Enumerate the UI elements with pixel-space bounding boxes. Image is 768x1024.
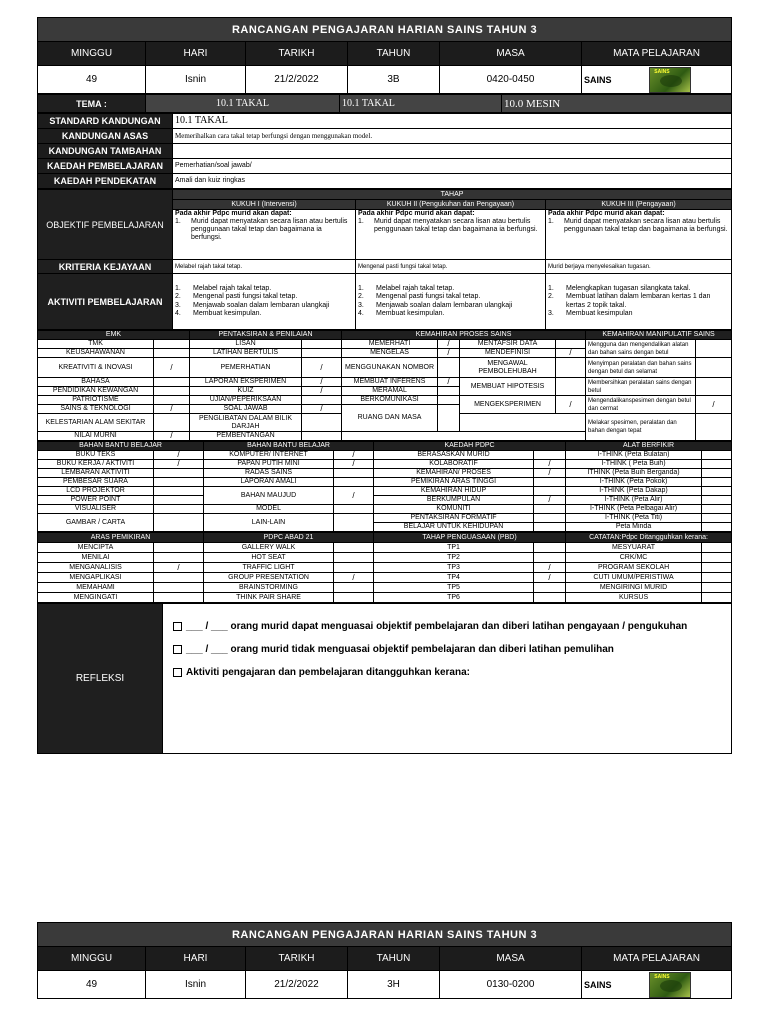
pentaksiran-item: LATIHAN BERTULIS <box>190 349 302 358</box>
abad21-item: TRAFFIC LIGHT <box>204 563 334 573</box>
kms-item: Menyimpan peralatan dan bahan sains dengan betul dan selamat <box>586 358 696 378</box>
tick-mark: / <box>334 573 374 583</box>
abad21-item: GROUP PRESENTATION <box>204 573 334 583</box>
kps-item: MERAMAL <box>342 387 438 396</box>
objektif-number: 1. <box>358 218 364 225</box>
bbb-item: BUKU TEKS <box>38 451 154 460</box>
value-masa: 0130-0200 <box>440 971 582 999</box>
kps-item: MENTAFSIR DATA <box>460 340 556 349</box>
kps-item: RUANG DAN MASA <box>342 405 438 432</box>
value-hari: Isnin <box>146 971 246 999</box>
aras-item: MENILAI <box>38 553 154 563</box>
tick-mark: / <box>334 487 374 505</box>
pentaksiran-item: PEMBENTANGAN <box>190 432 302 441</box>
bbb-item: GAMBAR / CARTA <box>38 514 154 532</box>
kms-item: Mengendalikanspesimen dengan betul dan cermat <box>586 396 696 414</box>
abad21-item: BRAINSTORMING <box>204 583 334 593</box>
pentaksiran-item: LAPORAN EKSPERIMEN <box>190 378 302 387</box>
kriteria-kukuh-1: Melabel rajah takal tetap. <box>173 260 356 274</box>
alat-item: I-THINK (Peta Pokok) <box>566 478 702 487</box>
kukuh-1-header: KUKUH I (Intervensi) <box>173 200 356 210</box>
value-mata-pelajaran: SAINS <box>584 74 612 85</box>
kaedah-item: BERASASKAN MURID <box>374 451 534 460</box>
header-minggu: MINGGU <box>38 42 146 66</box>
kriteria-kukuh-3: Murid berjaya menyelesaikan tugasan. <box>546 260 732 274</box>
emk-header: EMK <box>38 331 190 340</box>
emk-item: TMK <box>38 340 154 349</box>
aras-item: MENGINGATI <box>38 593 154 603</box>
tp-item: TP1 <box>374 543 534 553</box>
pentaksiran-header: PENTAKSIRAN & PENILAIAN <box>190 331 342 340</box>
kaedah-item: PENTAKSIRAN FORMATIF <box>374 514 534 523</box>
bbb-item: MODEL <box>204 505 334 514</box>
checkbox-1[interactable] <box>173 622 182 631</box>
tick-mark: / <box>154 460 204 469</box>
value-subject-cell <box>582 971 732 999</box>
alat-item: Peta Minda <box>566 523 702 532</box>
objektif-kukuh-3 <box>546 210 732 260</box>
tick-mark: / <box>534 563 566 573</box>
bbb-item: BAHAN MAUJUD <box>204 487 334 505</box>
kaedah-pdpc-header: KAEDAH PDPC <box>374 442 566 451</box>
aras-item: MENCIPTA <box>38 543 154 553</box>
alat-item: I-THINK (Peta Dakap) <box>566 487 702 496</box>
tick-mark: / <box>302 358 342 378</box>
header-hari: HARI <box>146 947 246 971</box>
emk-item: KELESTARIAN ALAM SEKITAR <box>38 414 154 432</box>
tick-mark: / <box>534 469 566 478</box>
tick-mark: / <box>556 349 586 358</box>
refleksi-text-3: Aktiviti pengajaran dan pembelajaran ditangguhkan kerana: <box>186 666 470 678</box>
plan-title: RANCANGAN PENGAJARAN HARIAN SAINS TAHUN 3 <box>38 18 732 42</box>
aktiviti-label: AKTIVITI PEMBELAJARAN <box>38 274 173 330</box>
kaedah-item: KEMAHIRAN/ PROSES <box>374 469 534 478</box>
abad21-item: HOT SEAT <box>204 553 334 563</box>
refleksi-text-2: ___ / ___ orang murid tidak menguasai objektif pembelajaran dan diberi latihan pemulihan <box>186 643 614 655</box>
catatan-item: MENGIRINGI MURID <box>566 583 702 593</box>
tick-mark: / <box>154 405 190 414</box>
objektif-number: 1. <box>175 218 181 225</box>
refleksi-text-1: ___ / ___ orang murid dapat menguasai objektif pembelajaran dan diberi latihan pengayaan / pengukuhan <box>186 620 688 632</box>
tick-mark: / <box>154 451 204 460</box>
objektif-table <box>37 189 732 330</box>
alat-item: ITHINK (Peta Buih Berganda) <box>566 469 702 478</box>
emk-item: NILAI MURNI <box>38 432 154 441</box>
kaedah-pendekatan-value: Amali dan kuiz ringkas <box>173 174 732 189</box>
kps-item: MEMBUAT HIPOTESIS <box>460 378 556 396</box>
pentaksiran-item: UJIAN/PEPERIKSAAN <box>190 396 302 405</box>
kaedah-item: PEMIKIRAN ARAS TINGGI <box>374 478 534 487</box>
catatan-item: KURSUS <box>566 593 702 603</box>
lesson-plan-1 <box>37 17 731 754</box>
tick-mark: / <box>534 573 566 583</box>
refleksi-table <box>37 603 732 754</box>
bbb-item: LAPORAN AMALI <box>204 478 334 487</box>
tp-header: TAHAP PENGUASAAN (PBD) <box>374 533 566 543</box>
alat-item: I-THINK (Peta Bulatan) <box>566 451 702 460</box>
objektif-intro: Pada akhir Pdpc murid akan dapat: <box>358 210 475 217</box>
refleksi-content <box>163 604 732 754</box>
kps-item: MENGAWAL PEMBOLEHUBAH <box>460 358 556 378</box>
tahap-label: TAHAP <box>173 190 732 200</box>
tick-mark: / <box>302 405 342 414</box>
header-hari: HARI <box>146 42 246 66</box>
objektif-text: Murid dapat menyatakan secara lisan atau bertulis penggunaan takal tetap dan bagaimana ia berfungsi. <box>374 218 538 233</box>
pentaksiran-item: SOAL JAWAB <box>190 405 302 414</box>
kms-item: Mengguna dan mengendalikan alatan dan bahan sains dengan betul <box>586 340 696 358</box>
content-table <box>37 113 732 189</box>
objektif-kukuh-1 <box>173 210 356 260</box>
tp-item: TP5 <box>374 583 534 593</box>
kps-item: MEMERHATI <box>342 340 438 349</box>
bbb-header-2: BAHAN BANTU BELAJAR <box>204 442 374 451</box>
kaedah-item: KEMAHIRAN HIDUP <box>374 487 534 496</box>
header-tarikh: TARIKH <box>246 42 348 66</box>
kaedah-item: BERKUMPULAN <box>374 496 534 505</box>
tp-item: TP3 <box>374 563 534 573</box>
bbb-item: POWER POINT <box>38 496 154 505</box>
emk-table <box>37 330 732 441</box>
lesson-plan-2 <box>37 922 731 999</box>
value-tarikh: 21/2/2022 <box>246 971 348 999</box>
kms-header: KEMAHIRAN MANIPULATIF SAINS <box>586 331 732 340</box>
header-tahun: TAHUN <box>348 42 440 66</box>
tick-mark: / <box>154 358 190 378</box>
plan2-header-table <box>37 922 732 999</box>
emk-item: KEUSAHAWANAN <box>38 349 154 358</box>
abad21-item: GALLERY WALK <box>204 543 334 553</box>
bbb-item: RADAS SAINS <box>204 469 334 478</box>
value-minggu: 49 <box>38 971 146 999</box>
tema-value-2: 10.1 TAKAL <box>340 95 502 113</box>
tema-label: TEMA : <box>38 95 146 113</box>
alat-item: I-THINK (Peta Pelbagai Alir) <box>566 505 702 514</box>
aktiviti-kukuh-1: 1. Melabel rajah takal tetap. 2. Mengenal pasti fungsi takal tetap. 3. Menjawab soalan dalam lembaran ulangkaji 4. Membuat kesimpulan. <box>173 274 356 330</box>
tick-mark: / <box>534 496 566 505</box>
sains-logo-image <box>649 67 691 93</box>
value-mata-pelajaran: SAINS <box>584 979 612 990</box>
kukuh-2-header: KUKUH II (Pengukuhan dan Pengayaan) <box>356 200 546 210</box>
alat-item: I-THINK (Peta Titi) <box>566 514 702 523</box>
kaedah-item: BELAJAR UNTUK KEHIDUPAN <box>374 523 534 532</box>
alat-item: I-THINK ( Peta Buih) <box>566 460 702 469</box>
value-tarikh: 21/2/2022 <box>246 66 348 94</box>
refleksi-line-2 <box>173 645 729 654</box>
value-subject-cell <box>582 66 732 94</box>
header-masa: MASA <box>440 947 582 971</box>
tick-mark: / <box>154 563 204 573</box>
kaedah-item: KOMUNITI <box>374 505 534 514</box>
checkbox-3[interactable] <box>173 668 182 677</box>
tick-mark: / <box>334 451 374 460</box>
header-minggu: MINGGU <box>38 947 146 971</box>
tp-item: TP2 <box>374 553 534 563</box>
bbb-item: BUKU KERJA / AKTIVITI <box>38 460 154 469</box>
objektif-number: 1. <box>548 218 554 225</box>
value-minggu: 49 <box>38 66 146 94</box>
tick-mark: / <box>534 460 566 469</box>
tema-table <box>37 94 732 113</box>
aras-item: MENGANALISIS <box>38 563 154 573</box>
abad21-item: THINK PAIR SHARE <box>204 593 334 603</box>
sains-logo-text: SAINS <box>654 68 670 75</box>
tick-mark: / <box>438 349 460 358</box>
kps-header: KEMAHIRAN PROSES SAINS <box>342 331 586 340</box>
kaedah-pembelajaran-value: Pemerhatian/soal jawab/ <box>173 159 732 174</box>
emk-item: PATRIOTISME <box>38 396 154 405</box>
standard-kandungan-value: 10.1 TAKAL <box>173 114 732 129</box>
emk-item: BAHASA <box>38 378 154 387</box>
kps-item: MENGGUNAKAN NOMBOR <box>342 358 438 378</box>
emk-item: KREATIVITI & INOVASI <box>38 358 154 378</box>
header-tarikh: TARIKH <box>246 947 348 971</box>
kaedah-pembelajaran-label: KAEDAH PEMBELAJARAN <box>38 159 173 174</box>
value-tahun: 3B <box>348 66 440 94</box>
aras-item: MENGAPLIKASI <box>38 573 154 583</box>
bbb-item: LCD PROJEKTOR <box>38 487 154 496</box>
tick-mark: / <box>696 396 732 414</box>
pentaksiran-item: KUIZ <box>190 387 302 396</box>
catatan-header: CATATAN:Pdpc Ditangguhkan kerana: <box>566 533 732 543</box>
aktiviti-kukuh-2: 1. Melabel rajah takal tetap. 2. Mengenal pasti fungsi takal tetap. 3. Menjawab soalan dalam lembaran ulangkaji 4. Membuat kesimpulan. <box>356 274 546 330</box>
kriteria-kukuh-2: Mengenal pasti fungsi takal tetap. <box>356 260 546 274</box>
objektif-intro: Pada akhir Pdpc murid akan dapat: <box>548 210 665 217</box>
header-masa: MASA <box>440 42 582 66</box>
pentaksiran-item: LISAN <box>190 340 302 349</box>
abad21-header: PDPC ABAD 21 <box>204 533 374 543</box>
tick-mark: / <box>302 378 342 387</box>
objektif-text: Murid dapat menyatakan secara lisan atau bertulis penggunaan takal tetap dan bagaimana ia berfungsi. <box>564 218 728 233</box>
tick-mark: / <box>334 460 374 469</box>
kps-item: BERKOMUNIKASI <box>342 396 438 405</box>
bbb-header-1: BAHAN BANTU BELAJAR <box>38 442 204 451</box>
refleksi-line-1 <box>173 622 729 631</box>
tema-value-3: 10.0 MESIN <box>502 95 732 113</box>
value-tahun: 3H <box>348 971 440 999</box>
objektif-kukuh-2 <box>356 210 546 260</box>
sains-logo-image <box>649 972 691 998</box>
header-mata-pelajaran: MATA PELAJARAN <box>582 42 732 66</box>
kps-item: MENDEFINISI <box>460 349 556 358</box>
standard-kandungan-label: STANDARD KANDUNGAN <box>38 114 173 129</box>
tick-mark: / <box>154 432 190 441</box>
catatan-item: MESYUARAT <box>566 543 702 553</box>
header-mata-pelajaran: MATA PELAJARAN <box>582 947 732 971</box>
catatan-item: CRK/MC <box>566 553 702 563</box>
bbb-table <box>37 441 732 532</box>
bbb-item: KOMPUTER/ INTERNET <box>204 451 334 460</box>
aras-item: MEMAHAMI <box>38 583 154 593</box>
plan2-title: RANCANGAN PENGAJARAN HARIAN SAINS TAHUN 3 <box>38 923 732 947</box>
tick-mark: / <box>556 396 586 414</box>
kandungan-tambahan-value <box>173 144 732 159</box>
pentaksiran-item: PENGLIBATAN DALAM BILIK DARJAH <box>190 414 302 432</box>
kaedah-pendekatan-label: KAEDAH PENDEKATAN <box>38 174 173 189</box>
kps-item: MENGEKSPERIMEN <box>460 396 556 414</box>
kms-item: Membersihkan peralatan sains dengan betul <box>586 378 696 396</box>
bbb-item: VISUALISER <box>38 505 154 514</box>
plan-header-table <box>37 17 732 94</box>
aras-table <box>37 532 732 603</box>
bbb-item: LEMBARAN AKTIVITI <box>38 469 154 478</box>
alat-item: I-THINK (Peta Alir) <box>566 496 702 505</box>
kandungan-asas-label: KANDUNGAN ASAS <box>38 129 173 144</box>
tema-value-1: 10.1 TAKAL <box>146 95 340 113</box>
aras-header: ARAS PEMIKIRAN <box>38 533 204 543</box>
tick-mark: / <box>438 378 460 387</box>
emk-item: PENDIDIKAN KEWANGAN <box>38 387 154 396</box>
tp-item: TP6 <box>374 593 534 603</box>
tick-mark: / <box>302 387 342 396</box>
catatan-item: PROGRAM SEKOLAH <box>566 563 702 573</box>
tick-mark: / <box>438 340 460 349</box>
kandungan-tambahan-label: KANDUNGAN TAMBAHAN <box>38 144 173 159</box>
refleksi-label: REFLEKSI <box>38 604 163 754</box>
bbb-item: LAIN-LAIN <box>204 514 334 532</box>
objektif-intro: Pada akhir Pdpc murid akan dapat: <box>175 210 292 217</box>
refleksi-line-3 <box>173 668 729 677</box>
emk-item: SAINS & TEKNOLOGI <box>38 405 154 414</box>
kriteria-label: KRITERIA KEJAYAAN <box>38 260 173 274</box>
kandungan-asas-value: Memerihalkan cara takal tetap berfungsi dengan menggunakan model. <box>173 129 732 144</box>
kms-item: Melakar spesimen, peralatan dan bahan dengan tepat <box>586 414 696 441</box>
pentaksiran-item: PEMERHATIAN <box>190 358 302 378</box>
aktiviti-kukuh-3: 1. Melengkapkan tugasan silangkata takal. 2. Membuat latihan dalam lembaran kertas 1 dan kertas 2 topik takal. 3. Membuat kesimpulan <box>546 274 732 330</box>
alat-berfikir-header: ALAT BERFIKIR <box>566 442 732 451</box>
catatan-item: CUTI UMUM/PERISTIWA <box>566 573 702 583</box>
bbb-item: PEMBESAR SUARA <box>38 478 154 487</box>
bbb-item: PAPAN PUTIH MINI <box>204 460 334 469</box>
kps-item: MENGELAS <box>342 349 438 358</box>
kaedah-item: KOLABORATIF <box>374 460 534 469</box>
value-hari: Isnin <box>146 66 246 94</box>
objektif-text: Murid dapat menyatakan secara lisan atau bertulis penggunaan takal tetap dan bagaimana ia berfungsi. <box>191 218 348 241</box>
sains-logo-text: SAINS <box>654 973 670 980</box>
kukuh-3-header: KUKUH III (Pengayaan) <box>546 200 732 210</box>
kps-item: MEMBUAT INFERENS <box>342 378 438 387</box>
header-tahun: TAHUN <box>348 947 440 971</box>
objektif-label: OBJEKTIF PEMBELAJARAN <box>38 190 173 260</box>
tp-item: TP4 <box>374 573 534 583</box>
checkbox-2[interactable] <box>173 645 182 654</box>
value-masa: 0420-0450 <box>440 66 582 94</box>
